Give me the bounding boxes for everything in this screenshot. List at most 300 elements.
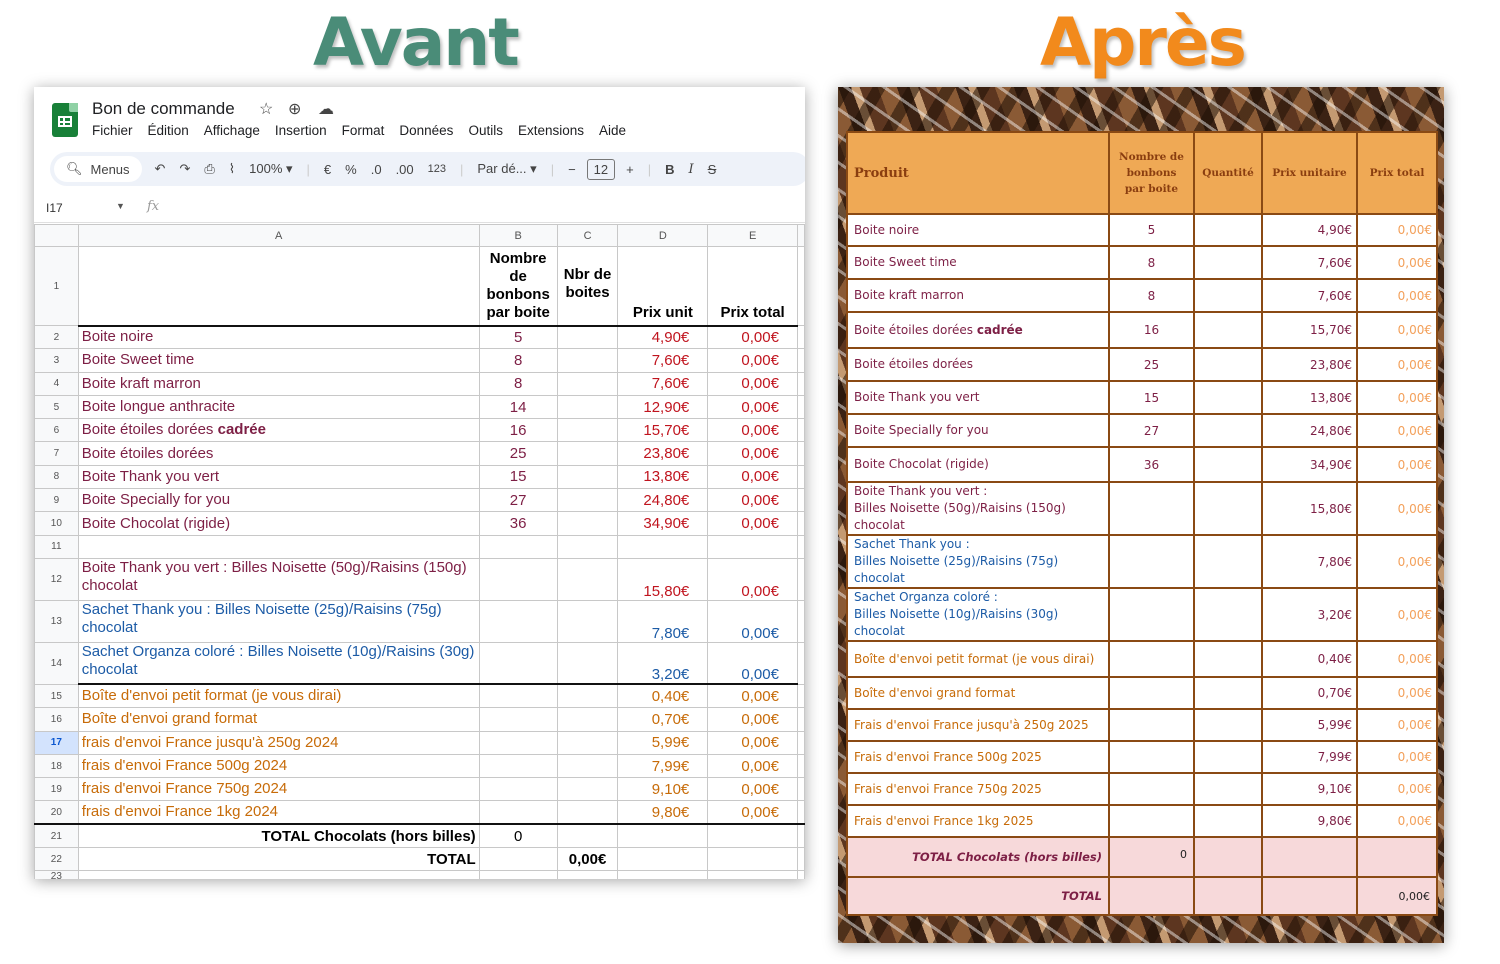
order-product-name: Boite Thank you vert : [854, 484, 988, 498]
product-name: Boite étoiles dorées [81, 444, 214, 462]
cell-empty[interactable] [708, 848, 798, 871]
cell-overflow [797, 247, 804, 326]
cell-prix-unit[interactable]: 13,80€ [618, 465, 708, 488]
cell-nbr-boites[interactable] [557, 708, 618, 731]
order-total-row [847, 877, 1437, 915]
cell-product[interactable] [78, 600, 479, 642]
order-prix-unitaire: 9,10€ [1262, 773, 1357, 805]
order-table-wrap [846, 131, 1436, 916]
order-prix-unitaire: 4,90€ [1262, 214, 1357, 246]
cell-bonbons[interactable]: 8 [479, 372, 557, 395]
column-header[interactable]: E [708, 225, 798, 247]
order-product-name: Frais d'envoi France jusqu'à 250g 2025 [854, 717, 1089, 732]
cell-nbr-boites[interactable] [557, 642, 618, 684]
menu-item[interactable]: Aide [599, 123, 627, 138]
cell-prix-unit[interactable] [618, 535, 708, 558]
order-total-empty [1262, 877, 1357, 915]
order-product [847, 348, 1109, 381]
order-product-name-bold: cadrée [976, 322, 1023, 337]
cell-prix-unit[interactable]: 34,90€ [618, 512, 708, 535]
order-quantite-input[interactable] [1194, 246, 1262, 279]
move-to-folder-icon[interactable]: ⊕ [288, 101, 302, 118]
table-row [35, 326, 805, 349]
document-title[interactable]: Bon de commande [92, 99, 235, 118]
cell-bonbons[interactable] [479, 642, 557, 684]
cell-product[interactable] [78, 395, 479, 418]
product-name: Boîte d'envoi grand format [81, 710, 258, 728]
order-total-empty [1109, 877, 1194, 915]
cell-product[interactable] [78, 558, 479, 600]
decrease-decimal-button[interactable]: .0 [370, 161, 382, 177]
order-nombre [1109, 741, 1194, 773]
row-header[interactable]: 5 [35, 395, 79, 418]
cell-product[interactable] [78, 442, 479, 465]
cell-overflow [797, 326, 804, 349]
order-nombre [1109, 641, 1194, 677]
product-name: Sachet Thank you : Billes Noisette (25g)/Raisins (75g) chocolat [81, 600, 442, 636]
cell-bonbons[interactable]: 14 [479, 395, 557, 418]
order-quantite-input[interactable] [1194, 214, 1262, 246]
font-size-increase-icon[interactable]: + [626, 161, 634, 177]
cell-overflow [797, 778, 804, 801]
cell-bonbons[interactable] [479, 731, 557, 754]
cell-prix-total[interactable]: 0,00€ [708, 558, 798, 600]
order-nombre [1109, 709, 1194, 741]
row-header[interactable]: 10 [35, 512, 79, 535]
menu-item[interactable]: Insertion [274, 123, 327, 138]
cell-prix-unit[interactable]: 7,99€ [618, 754, 708, 777]
cell-prix-unit[interactable]: 4,90€ [618, 326, 708, 349]
cell-overflow [797, 642, 804, 684]
cell-bonbons[interactable]: 16 [479, 419, 557, 442]
order-nombre: 5 [1109, 214, 1194, 246]
table-row [35, 372, 805, 395]
order-prix-total: 0,00€ [1357, 279, 1437, 312]
cell-prix-total[interactable]: 0,00€ [708, 600, 798, 642]
row-header[interactable]: 17 [35, 731, 79, 754]
currency-button[interactable]: € [323, 161, 332, 177]
cell-prix-unit[interactable]: 15,80€ [618, 558, 708, 600]
cell-prix-unit[interactable]: 0,40€ [618, 684, 708, 707]
row-header[interactable]: 11 [35, 535, 79, 558]
order-nombre [1109, 588, 1194, 641]
name-box[interactable]: I17 [46, 201, 63, 215]
cell-bonbons[interactable]: 5 [479, 326, 557, 349]
cell-empty[interactable] [618, 824, 708, 847]
cell-product[interactable] [78, 372, 479, 395]
cell-nbr-boites[interactable] [557, 684, 618, 707]
cell-product[interactable] [78, 754, 479, 777]
font-value: Par dé... [477, 161, 527, 176]
column-header[interactable]: B [479, 225, 557, 247]
cell-overflow [797, 754, 804, 777]
order-quantite-input[interactable] [1194, 677, 1262, 709]
order-product [847, 414, 1109, 447]
font-select[interactable] [470, 161, 543, 177]
header-prix-unit[interactable]: Prix unit [618, 247, 708, 326]
cell-prix-total[interactable] [708, 535, 798, 558]
order-nombre [1109, 773, 1194, 805]
column-header-overflow [797, 225, 804, 247]
order-prix-unitaire: 13,80€ [1262, 381, 1357, 414]
order-nombre: 25 [1109, 348, 1194, 381]
cell-bonbons[interactable] [479, 778, 557, 801]
table-row [35, 442, 805, 465]
cell-product[interactable] [78, 684, 479, 707]
cell-nbr-boites[interactable] [557, 395, 618, 418]
cell-prix-total[interactable]: 0,00€ [708, 754, 798, 777]
row-header[interactable]: 9 [35, 489, 79, 512]
toolbar-divider: | [306, 161, 310, 177]
chevron-down-icon[interactable]: ▼ [116, 201, 125, 211]
heading-apres: Après [1040, 4, 1245, 81]
product-name: Boite Chocolat (rigide) [81, 514, 231, 532]
cell-prix-unit[interactable]: 5,99€ [618, 731, 708, 754]
cell-nbr-boites[interactable] [557, 600, 618, 642]
cell-nbr-boites[interactable] [557, 801, 618, 824]
cell-nbr-boites[interactable] [557, 778, 618, 801]
row-header[interactable]: 4 [35, 372, 79, 395]
cell-nbr-boites[interactable] [557, 489, 618, 512]
cell-overflow [797, 372, 804, 395]
total-chocolats-label[interactable]: TOTAL Chocolats (hors billes) [78, 824, 479, 847]
menus-search[interactable] [54, 156, 142, 182]
order-product-detail: Billes Noisette (25g)/Raisins (75g) chocolat [854, 554, 1059, 585]
chevron-down-icon: ▾ [286, 161, 293, 176]
row-header[interactable]: 12 [35, 558, 79, 600]
cell-bonbons[interactable] [479, 684, 557, 707]
menu-item[interactable]: Données [399, 123, 454, 138]
cell-bonbons[interactable] [479, 708, 557, 731]
percent-button[interactable]: % [345, 161, 357, 177]
cell-empty[interactable] [479, 848, 557, 871]
menu-item[interactable]: Affichage [203, 123, 260, 138]
bold-button[interactable]: B [665, 161, 675, 177]
cell-nbr-boites[interactable] [557, 512, 618, 535]
order-row [847, 773, 1437, 805]
order-product [847, 482, 1109, 535]
cell-overflow [797, 824, 804, 847]
order-quantite-input[interactable] [1194, 535, 1262, 588]
cell-product[interactable] [78, 326, 479, 349]
order-product [847, 588, 1109, 641]
table-row [35, 558, 805, 600]
font-size-input[interactable]: 12 [587, 159, 615, 180]
row-header[interactable]: 3 [35, 349, 79, 372]
cell-bonbons[interactable]: 25 [479, 442, 557, 465]
strikethrough-icon[interactable]: S [707, 161, 717, 177]
order-prix-total: 0,00€ [1357, 535, 1437, 588]
cell-bonbons[interactable] [479, 535, 557, 558]
order-quantite-input[interactable] [1194, 641, 1262, 677]
order-prix-total: 0,00€ [1357, 348, 1437, 381]
cell-prix-total[interactable]: 0,00€ [708, 395, 798, 418]
cell-prix-unit[interactable]: 0,70€ [618, 708, 708, 731]
cell-product[interactable] [78, 708, 479, 731]
cell-nbr-boites[interactable] [557, 326, 618, 349]
cell-nbr-boites[interactable] [557, 372, 618, 395]
order-quantite-input[interactable] [1194, 773, 1262, 805]
cell-prix-total[interactable]: 0,00€ [708, 326, 798, 349]
order-quantite-input[interactable] [1194, 805, 1262, 837]
cell-a1[interactable] [78, 247, 479, 326]
cell-prix-unit[interactable]: 7,60€ [618, 372, 708, 395]
table-row [35, 801, 805, 824]
cell-prix-unit[interactable]: 3,20€ [618, 642, 708, 684]
table-row [35, 708, 805, 731]
row-header[interactable]: 14 [35, 642, 79, 684]
cell-product[interactable] [78, 489, 479, 512]
cell-overflow [797, 731, 804, 754]
zoom-select[interactable] [242, 161, 299, 177]
product-name: Boite étoiles dorées [81, 421, 218, 439]
row-header[interactable]: 13 [35, 600, 79, 642]
row-header[interactable]: 19 [35, 778, 79, 801]
cell-bonbons[interactable]: 15 [479, 465, 557, 488]
order-nombre: 8 [1109, 279, 1194, 312]
cell-product[interactable] [78, 778, 479, 801]
cell-prix-total[interactable]: 0,00€ [708, 801, 798, 824]
cell-prix-total[interactable]: 0,00€ [708, 465, 798, 488]
row-header[interactable]: 23 [35, 871, 79, 879]
star-icon[interactable]: ☆ [259, 101, 274, 118]
font-size-decrease-icon[interactable]: − [568, 161, 576, 177]
cell-product[interactable] [78, 535, 479, 558]
order-product-name: Boite noire [854, 222, 920, 237]
order-nombre [1109, 677, 1194, 709]
cell-nbr-boites[interactable] [557, 535, 618, 558]
header-prix-total[interactable]: Prix total [708, 247, 798, 326]
cell-prix-unit[interactable]: 12,90€ [618, 395, 708, 418]
order-quantite-input[interactable] [1194, 381, 1262, 414]
cell-product[interactable] [78, 512, 479, 535]
table-row [35, 465, 805, 488]
order-product [847, 741, 1109, 773]
cell-prix-total[interactable]: 0,00€ [708, 708, 798, 731]
cell-prix-unit[interactable]: 7,80€ [618, 600, 708, 642]
order-nombre: 16 [1109, 312, 1194, 348]
table-row [35, 754, 805, 777]
menu-item[interactable]: Fichier [92, 123, 133, 138]
cell-nbr-boites[interactable] [557, 731, 618, 754]
product-name: frais d'envoi France jusqu'à 250g 2024 [81, 733, 339, 751]
cell-prix-unit[interactable]: 23,80€ [618, 442, 708, 465]
order-prix-unitaire: 15,80€ [1262, 482, 1357, 535]
cell-prix-total[interactable]: 0,00€ [708, 349, 798, 372]
order-prix-unitaire: 7,60€ [1262, 279, 1357, 312]
table-row [35, 778, 805, 801]
more-formats-button[interactable]: 123 [427, 163, 446, 175]
row-header[interactable]: 1 [35, 247, 79, 326]
row-header[interactable]: 22 [35, 848, 79, 871]
cell-product[interactable] [78, 419, 479, 442]
order-quantite-input[interactable] [1194, 709, 1262, 741]
table-row [35, 535, 805, 558]
cell-prix-total[interactable]: 0,00€ [708, 489, 798, 512]
cell-product[interactable] [78, 349, 479, 372]
cell-overflow [797, 465, 804, 488]
cell-empty [708, 871, 798, 879]
order-header-row [847, 132, 1437, 214]
order-total-empty [1357, 837, 1437, 877]
order-product [847, 381, 1109, 414]
order-row [847, 348, 1437, 381]
order-product [847, 773, 1109, 805]
cell-bonbons[interactable] [479, 801, 557, 824]
order-row [847, 805, 1437, 837]
order-quantite-input[interactable] [1194, 482, 1262, 535]
order-prix-unitaire: 7,60€ [1262, 246, 1357, 279]
cell-prix-total[interactable]: 0,00€ [708, 512, 798, 535]
order-prix-unitaire: 23,80€ [1262, 348, 1357, 381]
cell-bonbons[interactable] [479, 600, 557, 642]
menu-bar [92, 123, 626, 138]
cell-nbr-boites[interactable] [557, 465, 618, 488]
menu-item[interactable]: Outils [468, 123, 503, 138]
italic-button[interactable]: I [688, 161, 694, 177]
print-icon[interactable]: ⎙ [204, 161, 215, 176]
row-header[interactable]: 16 [35, 708, 79, 731]
header-prix-total: Prix total [1357, 132, 1437, 214]
table-row [35, 642, 805, 684]
column-header[interactable]: D [618, 225, 708, 247]
column-header[interactable]: C [557, 225, 618, 247]
cell-prix-total[interactable]: 0,00€ [708, 778, 798, 801]
cell-bonbons[interactable] [479, 754, 557, 777]
cell-empty [557, 871, 618, 879]
order-quantite-input[interactable] [1194, 312, 1262, 348]
cell-overflow [797, 801, 804, 824]
cell-bonbons[interactable]: 27 [479, 489, 557, 512]
cell-nbr-boites[interactable] [557, 419, 618, 442]
cell-product[interactable] [78, 465, 479, 488]
search-icon: 🔍︎ [66, 161, 83, 176]
cell-empty[interactable] [618, 848, 708, 871]
cell-product[interactable] [78, 731, 479, 754]
order-product-name: Boite étoiles dorées [854, 357, 974, 371]
order-row [847, 741, 1437, 773]
order-quantite-input[interactable] [1194, 348, 1262, 381]
cell-prix-total[interactable]: 0,00€ [708, 372, 798, 395]
order-product-name: Boite Thank you vert [854, 390, 980, 404]
cell-prix-total[interactable]: 0,00€ [708, 642, 798, 684]
table-row [35, 395, 805, 418]
total-chocolats-value[interactable]: 0 [479, 824, 557, 847]
cell-bonbons[interactable]: 8 [479, 349, 557, 372]
product-name: Boîte d'envoi petit format (je vous dirai) [81, 687, 342, 705]
cell-nbr-boites[interactable] [557, 349, 618, 372]
cell-prix-total[interactable]: 0,00€ [708, 419, 798, 442]
order-prix-unitaire: 15,70€ [1262, 312, 1357, 348]
order-total-empty [1262, 837, 1357, 877]
cell-prix-total[interactable]: 0,00€ [708, 442, 798, 465]
cell-prix-total[interactable]: 0,00€ [708, 731, 798, 754]
cell-overflow [797, 395, 804, 418]
order-quantite-input[interactable] [1194, 741, 1262, 773]
row-header[interactable]: 6 [35, 419, 79, 442]
cell-prix-total[interactable]: 0,00€ [708, 684, 798, 707]
menu-item[interactable]: Format [341, 123, 385, 138]
cell-overflow [797, 442, 804, 465]
order-prix-total: 0,00€ [1357, 414, 1437, 447]
order-prix-total: 0,00€ [1357, 588, 1437, 641]
cell-overflow [797, 512, 804, 535]
cell-overflow [797, 535, 804, 558]
cell-prix-unit[interactable]: 15,70€ [618, 419, 708, 442]
menu-item[interactable]: Extensions [517, 123, 584, 138]
header-bonbons[interactable]: Nombre de bonbons par boite [479, 247, 557, 326]
row-header[interactable]: 15 [35, 684, 79, 707]
undo-icon[interactable]: ↶ [154, 161, 166, 176]
order-quantite-input[interactable] [1194, 414, 1262, 447]
row-header[interactable]: 18 [35, 754, 79, 777]
column-header[interactable]: A [78, 225, 479, 247]
cell-prix-unit[interactable]: 24,80€ [618, 489, 708, 512]
cell-product[interactable] [78, 642, 479, 684]
toolbar [50, 152, 805, 186]
cell-empty[interactable] [708, 824, 798, 847]
header-quantite: Quantité [1194, 132, 1262, 214]
menu-item[interactable]: Édition [147, 123, 189, 138]
cell-prix-unit[interactable]: 9,10€ [618, 778, 708, 801]
increase-decimal-button[interactable]: .00 [395, 161, 414, 177]
column-header-row [35, 225, 805, 247]
order-prix-total: 0,00€ [1357, 482, 1437, 535]
formula-bar [34, 191, 805, 223]
order-product-name: Frais d'envoi France 750g 2025 [854, 781, 1042, 796]
order-total-value: 0,00€ [1357, 877, 1437, 915]
select-all-corner[interactable] [35, 225, 79, 247]
order-quantite-input[interactable] [1194, 588, 1262, 641]
cloud-status-icon[interactable]: ☁ [318, 101, 334, 118]
order-quantite-input[interactable] [1194, 447, 1262, 482]
order-product [847, 641, 1109, 677]
total-value[interactable]: 0,00€ [557, 848, 618, 871]
cell-nbr-boites[interactable] [557, 754, 618, 777]
order-nombre: 36 [1109, 447, 1194, 482]
cell-bonbons[interactable] [479, 558, 557, 600]
order-product [847, 677, 1109, 709]
redo-icon[interactable]: ↷ [179, 161, 191, 176]
row-header[interactable]: 7 [35, 442, 79, 465]
cell-nbr-boites[interactable] [557, 442, 618, 465]
cell-prix-unit[interactable]: 7,60€ [618, 349, 708, 372]
cell-empty [78, 871, 479, 879]
cell-prix-unit[interactable]: 9,80€ [618, 801, 708, 824]
header-prix-unitaire: Prix unitaire [1262, 132, 1357, 214]
total-label[interactable]: TOTAL [78, 848, 479, 871]
row-header[interactable]: 20 [35, 801, 79, 824]
order-quantite-input[interactable] [1194, 279, 1262, 312]
product-name: Boite Sweet time [81, 351, 195, 369]
header-nbr-boites[interactable]: Nbr de boites [557, 247, 618, 326]
row-header[interactable]: 8 [35, 465, 79, 488]
cell-bonbons[interactable]: 36 [479, 512, 557, 535]
cell-nbr-boites[interactable] [557, 558, 618, 600]
order-row [847, 641, 1437, 677]
cell-product[interactable] [78, 801, 479, 824]
paint-format-icon[interactable]: ⌇ [228, 161, 236, 176]
order-total-empty [1194, 837, 1262, 877]
cell-overflow [797, 489, 804, 512]
toolbar-divider: | [647, 161, 652, 177]
cell-empty[interactable] [557, 824, 618, 847]
order-product-detail: Billes Noisette (10g)/Raisins (30g) chocolat [854, 607, 1059, 638]
row-header[interactable]: 21 [35, 824, 79, 847]
table-row [35, 349, 805, 372]
row-header[interactable]: 2 [35, 326, 79, 349]
order-prix-total: 0,00€ [1357, 709, 1437, 741]
